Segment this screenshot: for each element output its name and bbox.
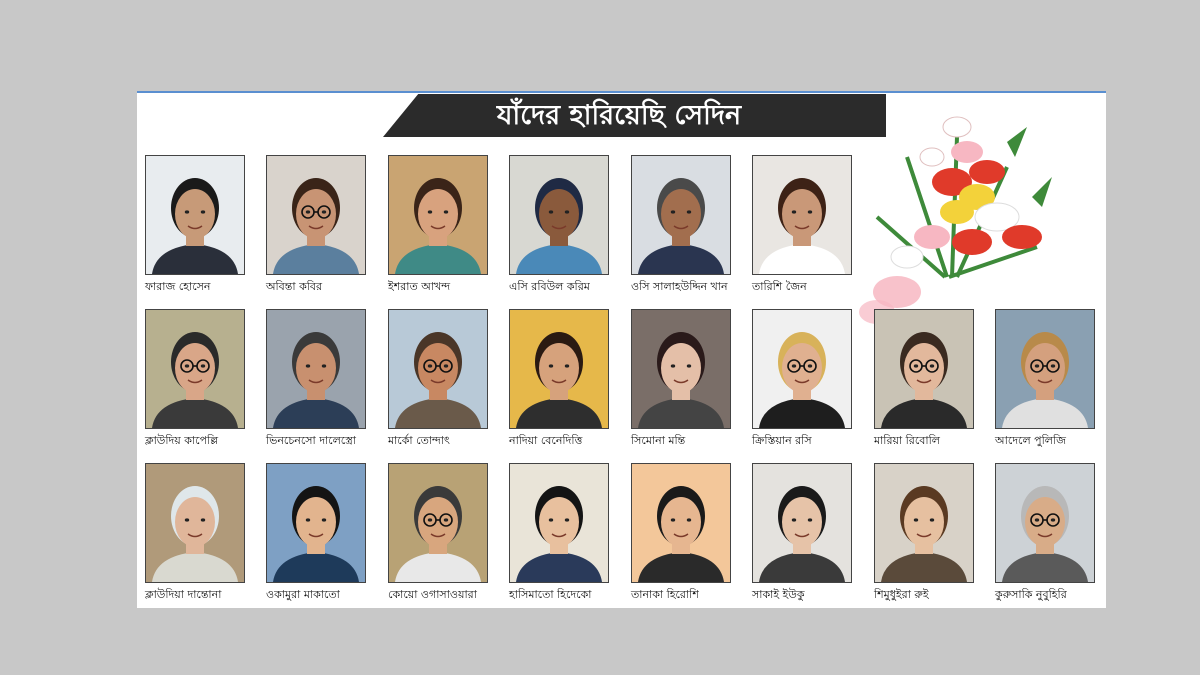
person-name: হাসিমাতো হিদেকো [509,588,592,601]
person-card [874,309,974,449]
person-card [631,309,731,449]
person-name: মারিয়া রিবোলি [874,434,940,447]
person-card [145,463,245,603]
person-photo [388,155,488,275]
memorial-panel [137,91,1106,608]
person-photo [266,463,366,583]
person-card [145,309,245,449]
person-photo [752,155,852,275]
person-card [509,309,609,449]
person-name: কোয়ো ওগাসাওয়ারা [388,588,477,601]
person-name: ওকামুরা মাকাতো [266,588,340,601]
person-card [752,155,852,295]
person-card [631,155,731,295]
person-photo [145,309,245,429]
person-card [509,155,609,295]
person-photo [509,155,609,275]
person-photo [509,463,609,583]
person-photo [509,309,609,429]
person-name: মার্কো তোন্দাৎ [388,434,450,447]
person-name: সাকাই ইউকু [752,588,805,601]
person-name: ক্লাউদিয়া দান্তোনা [145,588,222,601]
person-name: আদেলে পুলিজি [995,434,1066,447]
person-name: তারিশি জৈন [752,280,807,293]
person-photo [266,309,366,429]
person-photo [145,155,245,275]
person-card [509,463,609,603]
person-photo [995,463,1095,583]
page-title: যাঁদের হারিয়েছি সেদিন [496,100,742,131]
person-photo [145,463,245,583]
person-photo [752,463,852,583]
person-photo [631,463,731,583]
person-card [266,463,366,603]
person-name: সিমোনা মন্তি [631,434,686,447]
person-photo [874,309,974,429]
person-card [752,463,852,603]
person-photo [631,309,731,429]
person-card [388,155,488,295]
person-name: ফারাজ হোসেন [145,280,211,293]
person-card [995,309,1095,449]
person-name: তানাকা হিরোশি [631,588,699,601]
person-name: শিমুধুইরা রুই [874,588,929,601]
person-card [266,155,366,295]
person-name: এসি রবিউল করিম [509,280,590,293]
person-name: অবিন্তা কবির [266,280,323,293]
person-name: ইশরাত আখন্দ [388,280,451,293]
person-card [145,155,245,295]
person-photo [752,309,852,429]
person-photo [995,309,1095,429]
person-name: ক্রিস্তিয়ান রসি [752,434,812,447]
person-photo [631,155,731,275]
person-card [631,463,731,603]
person-card [266,309,366,449]
person-name: ক্লাউদিয় কাপেল্লি [145,434,219,447]
person-name: ওসি সালাহউদ্দিন খান [631,280,728,293]
person-photo [266,155,366,275]
person-card [752,309,852,449]
person-card [388,309,488,449]
person-photo [388,309,488,429]
person-card [995,463,1095,603]
person-name: ভিনচেনসো দালেস্ত্রো [266,434,356,447]
person-photo [874,463,974,583]
flower-bouquet-image [837,97,1067,337]
person-card [874,463,974,603]
person-name: কুরুসাকি নুবুহিরি [995,588,1067,601]
person-card [388,463,488,603]
person-name: নাদিয়া বেনেদিত্তি [509,434,583,447]
person-photo [388,463,488,583]
